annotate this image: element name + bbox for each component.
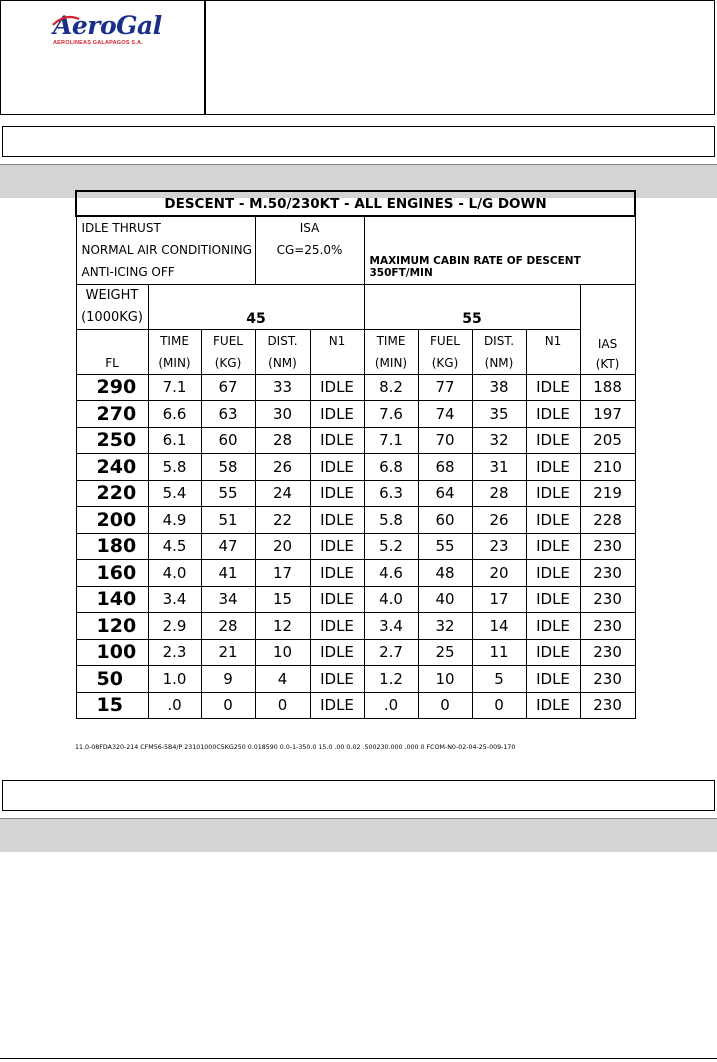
cell-45-dist: 33 [255,374,310,401]
cell-45-time: 6.1 [148,427,201,454]
cell-55-fuel: 25 [418,639,472,666]
logo-swoosh-icon [51,15,81,27]
cell-55-time: 8.2 [364,374,418,401]
cell-55-time: 6.3 [364,480,418,507]
cell-45-n1: IDLE [310,401,364,428]
logo-subtitle: AEROLINEAS GALAPAGOS S.A. [53,40,143,46]
column-header-dist-45: DIST. (NM) [255,329,310,374]
cell-45-n1: IDLE [310,374,364,401]
cell-55-dist: 26 [472,507,526,534]
table-row [76,666,635,693]
ias-cell: 230 [580,586,635,613]
cell-55-fuel: 40 [418,586,472,613]
cell-55-dist: 0 [472,692,526,719]
cell-45-dist: 12 [255,613,310,640]
cell-55-time: 5.8 [364,507,418,534]
condition-anti-icing: ANTI-ICING OFF [81,265,175,279]
cell-55-dist: 32 [472,427,526,454]
cell-55-dist: 38 [472,374,526,401]
cell-55-dist: 14 [472,613,526,640]
cell-55-n1: IDLE [526,454,580,481]
cell-45-fuel: 9 [201,666,255,693]
cell-45-n1: IDLE [310,666,364,693]
cell-55-time: 4.0 [364,586,418,613]
cell-55-fuel: 55 [418,533,472,560]
cell-55-time: 5.2 [364,533,418,560]
weight-55-header: 55 [364,284,580,329]
cell-55-n1: IDLE [526,507,580,534]
fl-header: FL [76,329,148,374]
cell-45-dist: 30 [255,401,310,428]
cell-55-n1: IDLE [526,560,580,587]
cell-45-n1: IDLE [310,613,364,640]
cell-45-time: 3.4 [148,586,201,613]
flight-level-cell: 140 [76,586,148,613]
cell-45-n1: IDLE [310,454,364,481]
cell-45-dist: 10 [255,639,310,666]
column-header-dist-55: DIST. (NM) [472,329,526,374]
logo-text: AeroGal [53,11,162,40]
flight-level-cell: 50 [76,666,148,693]
isa-label: ISA [299,221,320,235]
cell-45-fuel: 67 [201,374,255,401]
cell-45-time: 6.6 [148,401,201,428]
cell-55-dist: 28 [472,480,526,507]
weight-45-header: 45 [148,284,364,329]
cell-45-time: 4.5 [148,533,201,560]
table-row [76,613,635,640]
cell-55-fuel: 70 [418,427,472,454]
flight-level-cell: 250 [76,427,148,454]
cell-55-dist: 11 [472,639,526,666]
cell-45-n1: IDLE [310,586,364,613]
condition-idle-thrust: IDLE THRUST [81,221,161,235]
cell-55-n1: IDLE [526,692,580,719]
cell-45-fuel: 34 [201,586,255,613]
flight-level-cell: 15 [76,692,148,719]
cell-55-dist: 5 [472,666,526,693]
ias-cell: 230 [580,533,635,560]
footer-rule [0,1058,717,1059]
cell-55-n1: IDLE [526,639,580,666]
column-header-fuel-55: FUEL (KG) [418,329,472,374]
cell-45-time: 2.3 [148,639,201,666]
table-row [76,639,635,666]
flight-level-cell: 120 [76,613,148,640]
ias-cell: 230 [580,560,635,587]
cg-label: CG=25.0% [276,243,343,257]
table-row [76,427,635,454]
cell-45-n1: IDLE [310,480,364,507]
column-header-time-55: TIME (MIN) [364,329,418,374]
cell-45-fuel: 63 [201,401,255,428]
logo-cell [1,1,206,114]
cell-55-n1: IDLE [526,666,580,693]
table-row [76,507,635,534]
cell-45-n1: IDLE [310,427,364,454]
cell-45-fuel: 41 [201,560,255,587]
cell-45-dist: 4 [255,666,310,693]
ias-cell: 230 [580,639,635,666]
cell-45-time: 5.8 [148,454,201,481]
flight-level-cell: 240 [76,454,148,481]
cell-45-fuel: 28 [201,613,255,640]
ias-cell: 230 [580,613,635,640]
cell-45-n1: IDLE [310,507,364,534]
cell-55-time: 4.6 [364,560,418,587]
cell-45-n1: IDLE [310,639,364,666]
flight-level-cell: 160 [76,560,148,587]
ias-cell: 219 [580,480,635,507]
cell-45-dist: 17 [255,560,310,587]
cell-45-dist: 20 [255,533,310,560]
max-cabin-rate: MAXIMUM CABIN RATE OF DESCENT 350FT/MIN [364,216,635,284]
cell-55-dist: 31 [472,454,526,481]
flight-level-cell: 100 [76,639,148,666]
ias-header: IAS (KT) [580,284,635,374]
cell-55-n1: IDLE [526,480,580,507]
cell-45-time: 5.4 [148,480,201,507]
weight-label: WEIGHT (1000KG) [76,284,148,329]
cell-45-dist: 26 [255,454,310,481]
cell-55-fuel: 48 [418,560,472,587]
column-header-n1-55: N1 [526,329,580,374]
cell-45-n1: IDLE [310,560,364,587]
cell-45-dist: 28 [255,427,310,454]
cell-55-fuel: 74 [418,401,472,428]
flight-level-cell: 220 [76,480,148,507]
cell-55-fuel: 60 [418,507,472,534]
table-row [76,374,635,401]
table-row [76,454,635,481]
cell-55-time: 3.4 [364,613,418,640]
cell-45-time: 4.0 [148,560,201,587]
cell-55-time: 6.8 [364,454,418,481]
cell-55-dist: 35 [472,401,526,428]
cell-55-dist: 17 [472,586,526,613]
cell-45-time: .0 [148,692,201,719]
cell-55-n1: IDLE [526,401,580,428]
condition-air-conditioning: NORMAL AIR CONDITIONING [81,243,252,257]
cell-45-fuel: 55 [201,480,255,507]
cell-55-fuel: 64 [418,480,472,507]
cell-45-dist: 22 [255,507,310,534]
cell-45-fuel: 47 [201,533,255,560]
cell-55-fuel: 77 [418,374,472,401]
cell-55-fuel: 68 [418,454,472,481]
cell-45-fuel: 51 [201,507,255,534]
flight-level-cell: 290 [76,374,148,401]
table-row [76,586,635,613]
table-row [76,401,635,428]
flight-level-cell: 270 [76,401,148,428]
ias-cell: 228 [580,507,635,534]
section-bar-2 [2,780,715,811]
ias-cell: 205 [580,427,635,454]
table-row [76,480,635,507]
cell-55-n1: IDLE [526,613,580,640]
isa-cell [255,216,364,284]
cell-45-dist: 0 [255,692,310,719]
ias-cell: 197 [580,401,635,428]
table-footnote: 11.0-08FDA320-214 CFM56-5B4/P 23101000C5KG250 0.018590 0.0-1-350.0 15.0 .00 0.02 .500230.000 .000 0 FCOM-N0-02-04-25-009-170 [75,744,516,751]
descent-table-container [75,190,634,719]
cell-55-fuel: 32 [418,613,472,640]
cell-55-time: .0 [364,692,418,719]
cell-55-dist: 23 [472,533,526,560]
column-header-n1-45: N1 [310,329,364,374]
cell-55-fuel: 0 [418,692,472,719]
cell-55-n1: IDLE [526,586,580,613]
cell-45-fuel: 58 [201,454,255,481]
section-bar-1 [2,126,715,157]
ias-cell: 230 [580,692,635,719]
column-header-time-45: TIME (MIN) [148,329,201,374]
flight-level-cell: 180 [76,533,148,560]
table-row [76,560,635,587]
ias-cell: 210 [580,454,635,481]
cell-45-n1: IDLE [310,533,364,560]
ias-cell: 230 [580,666,635,693]
table-row [76,533,635,560]
cell-45-time: 2.9 [148,613,201,640]
aerogal-logo [53,13,163,46]
conditions-cell [76,216,255,284]
descent-table [75,190,636,719]
cell-55-n1: IDLE [526,427,580,454]
cell-45-dist: 15 [255,586,310,613]
cell-45-time: 4.9 [148,507,201,534]
document-header [0,0,715,115]
cell-45-fuel: 21 [201,639,255,666]
cell-45-fuel: 0 [201,692,255,719]
cell-55-time: 7.1 [364,427,418,454]
section-shade-2 [0,818,717,852]
cell-45-n1: IDLE [310,692,364,719]
cell-45-time: 7.1 [148,374,201,401]
cell-55-time: 1.2 [364,666,418,693]
cell-55-time: 7.6 [364,401,418,428]
cell-45-fuel: 60 [201,427,255,454]
table-row [76,692,635,719]
cell-45-time: 1.0 [148,666,201,693]
table-title: DESCENT - M.50/230KT - ALL ENGINES - L/G DOWN [76,191,635,216]
cell-55-n1: IDLE [526,533,580,560]
cell-55-time: 2.7 [364,639,418,666]
column-header-fuel-45: FUEL (KG) [201,329,255,374]
cell-55-fuel: 10 [418,666,472,693]
flight-level-cell: 200 [76,507,148,534]
cell-55-n1: IDLE [526,374,580,401]
cell-55-dist: 20 [472,560,526,587]
ias-cell: 188 [580,374,635,401]
cell-45-dist: 24 [255,480,310,507]
